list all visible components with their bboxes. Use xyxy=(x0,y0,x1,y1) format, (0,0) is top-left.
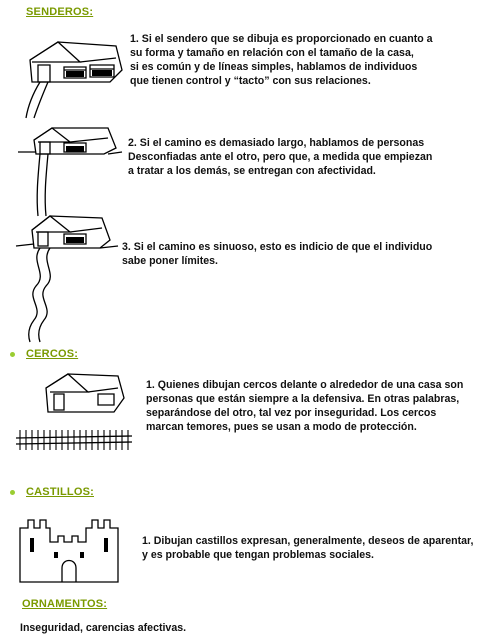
heading-ornamentos: ORNAMENTOS: xyxy=(22,598,108,610)
house-fence-drawing xyxy=(16,372,136,454)
house-path-long-drawing xyxy=(16,126,126,218)
bullet-castillos xyxy=(10,490,15,495)
ornamentos-text: Inseguridad, carencias afectivas. xyxy=(20,622,187,634)
senderos-item-1: 1. Si el sendero que se dibuja es proporcionado en cuanto a su forma y tamaño en relación con el tamaño de la casa, si es común y de líneas simples, hablamos de individuos que tienen control y “tacto” con sus relaciones. xyxy=(130,33,433,87)
castillos-item-1: 1. Dibujan castillos expresan, generalmente, deseos de aparentar, y es probable que tengan problemas sociales. xyxy=(142,535,474,561)
cercos-item-1: 1. Quienes dibujan cercos delante o alrededor de una casa son personas que están siempre a la defensiva. En otras palabras, separándose del otro, tal vez por inseguridad. Los cercos marcan temores, pues se usan a modo de protección. xyxy=(146,379,464,433)
heading-cercos: CERCOS: xyxy=(26,348,79,360)
house-path-proportional-drawing xyxy=(18,40,128,120)
senderos-item-3: 3. Si el camino es sinuoso, esto es indicio de que el individuo sabe poner límites. xyxy=(122,241,433,267)
house-path-sinuous-drawing xyxy=(14,214,124,344)
heading-senderos: SENDEROS: xyxy=(26,6,94,18)
heading-castillos: CASTILLOS: xyxy=(26,486,94,498)
bullet-cercos xyxy=(10,352,15,357)
castle-drawing xyxy=(14,512,126,584)
senderos-item-2: 2. Si el camino es demasiado largo, hablamos de personas Desconfiadas ante el otro, pero que, a medida que empiezan a tratar a los demás, se entregan con afectividad. xyxy=(128,137,433,177)
